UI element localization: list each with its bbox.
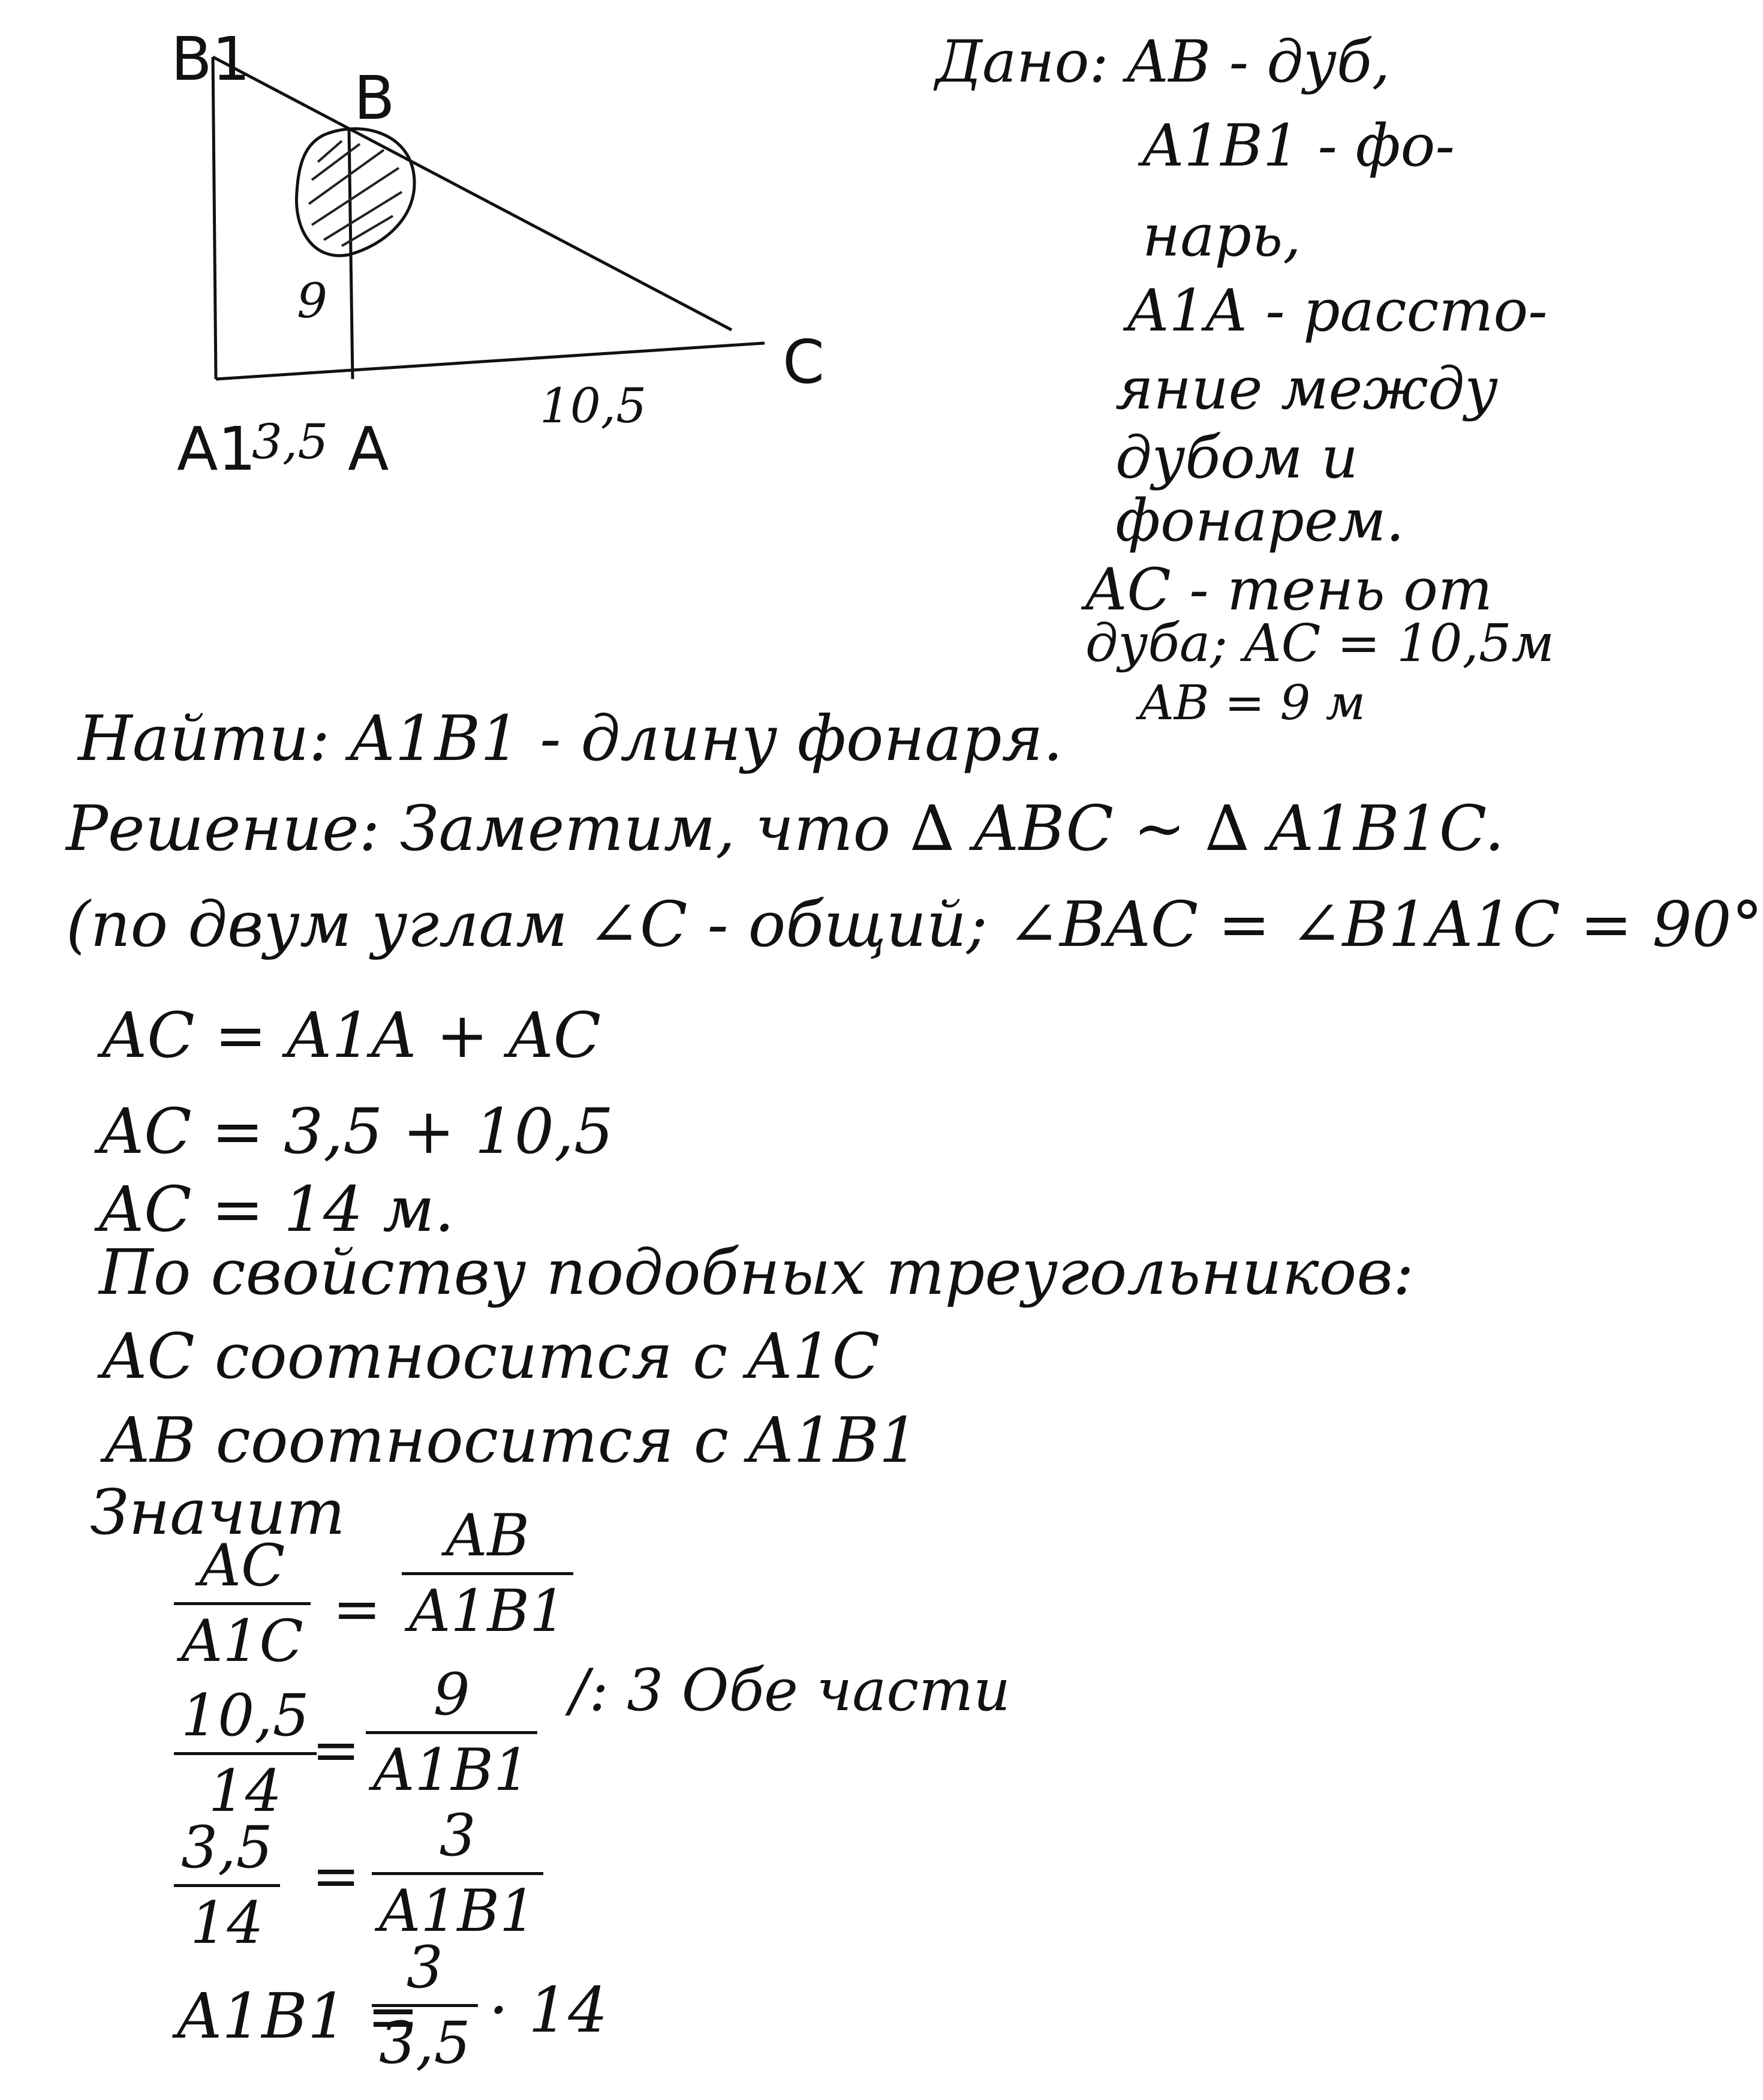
eq4-fraction xyxy=(372,1934,478,2077)
light-ray-line xyxy=(213,57,732,330)
fraction-bar xyxy=(174,1884,280,1887)
eq2-right-numerator: 9 xyxy=(433,1661,470,1728)
solution-line-7: AC соотносится с A1C xyxy=(102,1320,880,1393)
solution-line-6: По свойству подобных треугольников: xyxy=(99,1236,1414,1309)
given-line-4: A1A - рассто- xyxy=(1127,277,1548,344)
solution-line-4: AC = 3,5 + 10,5 xyxy=(99,1095,614,1168)
fraction-bar xyxy=(366,1731,537,1734)
label-height: 9 xyxy=(297,273,327,329)
eq3-left-fraction xyxy=(174,1814,280,1957)
eq4-numerator: 3 xyxy=(406,1934,443,2001)
fraction-bar xyxy=(174,1752,317,1755)
eq1-right-numerator: AB xyxy=(446,1502,529,1569)
eq1-right-denominator: A1B1 xyxy=(409,1577,567,1645)
label-c: C xyxy=(783,327,825,397)
eq4-tail: · 14 xyxy=(489,1973,608,2047)
fraction-bar xyxy=(174,1602,311,1605)
eq1-right-fraction xyxy=(402,1502,573,1645)
eq3-equals: = xyxy=(312,1843,360,1910)
fraction-bar xyxy=(402,1572,573,1575)
solution-line-9: Значит xyxy=(90,1476,345,1549)
find-line: Найти: A1B1 - длину фонаря. xyxy=(78,702,1063,775)
solution-line-2: (по двум углам ∠C - общий; ∠BAC = ∠B1A1C = 90° xyxy=(66,888,1763,961)
eq2-left-fraction xyxy=(174,1682,317,1825)
label-b1: B1 xyxy=(171,24,251,94)
eq2-left-denominator: 14 xyxy=(208,1757,282,1825)
eq4-lhs: A1B1 = xyxy=(177,1979,420,2053)
eq1-left-numerator: AC xyxy=(199,1532,285,1599)
solution-line-5: AC = 14 м. xyxy=(99,1173,455,1246)
given-line-5: яние между xyxy=(1115,355,1499,422)
eq3-right-denominator: A1B1 xyxy=(379,1877,537,1945)
eq1-equals: = xyxy=(333,1576,381,1643)
eq3-left-numerator: 3,5 xyxy=(181,1814,273,1881)
given-line-2: A1B1 - фо- xyxy=(1142,112,1455,179)
eq3-right-fraction xyxy=(372,1802,543,1945)
solution-line-1: Решение: Заметим, что ∆ ABC ~ ∆ A1B1C. xyxy=(66,792,1505,865)
lamp-post-line xyxy=(213,57,216,379)
given-line-1: Дано: AB - дуб, xyxy=(935,28,1391,95)
eq2-equals: = xyxy=(312,1717,360,1784)
solution-line-8: AB соотносится с A1B1 xyxy=(105,1404,919,1477)
given-line-9: дуба; AC = 10,5м xyxy=(1085,614,1554,674)
eq2-right-fraction xyxy=(366,1661,537,1804)
tree-crown-shading xyxy=(309,141,402,246)
label-left-distance: 3,5 xyxy=(252,414,329,470)
ground-line xyxy=(216,343,765,379)
eq1-left-denominator: A1C xyxy=(181,1607,303,1675)
given-line-8: AC - тень от xyxy=(1085,556,1493,623)
label-b: B xyxy=(354,63,395,133)
label-right-distance: 10,5 xyxy=(540,378,647,434)
given-line-3: нарь, xyxy=(1142,202,1301,269)
given-line-10: AB = 9 м xyxy=(1139,675,1366,731)
eq3-left-denominator: 14 xyxy=(190,1889,264,1957)
eq4-denominator: 3,5 xyxy=(379,2009,471,2077)
label-a: A xyxy=(348,414,389,484)
eq2-left-numerator: 10,5 xyxy=(181,1682,309,1749)
given-line-6: дубом и xyxy=(1115,424,1358,491)
eq2-right-denominator: A1B1 xyxy=(373,1736,531,1804)
eq1-left-fraction xyxy=(174,1532,311,1675)
fraction-bar xyxy=(372,2004,478,2007)
given-line-7: фонарем. xyxy=(1115,487,1404,554)
eq2-note: /: 3 Обе части xyxy=(570,1657,1010,1724)
label-a1: A1 xyxy=(177,414,257,484)
solution-line-3: AC = A1A + AC xyxy=(102,999,601,1072)
eq3-right-numerator: 3 xyxy=(439,1802,476,1869)
fraction-bar xyxy=(372,1872,543,1875)
